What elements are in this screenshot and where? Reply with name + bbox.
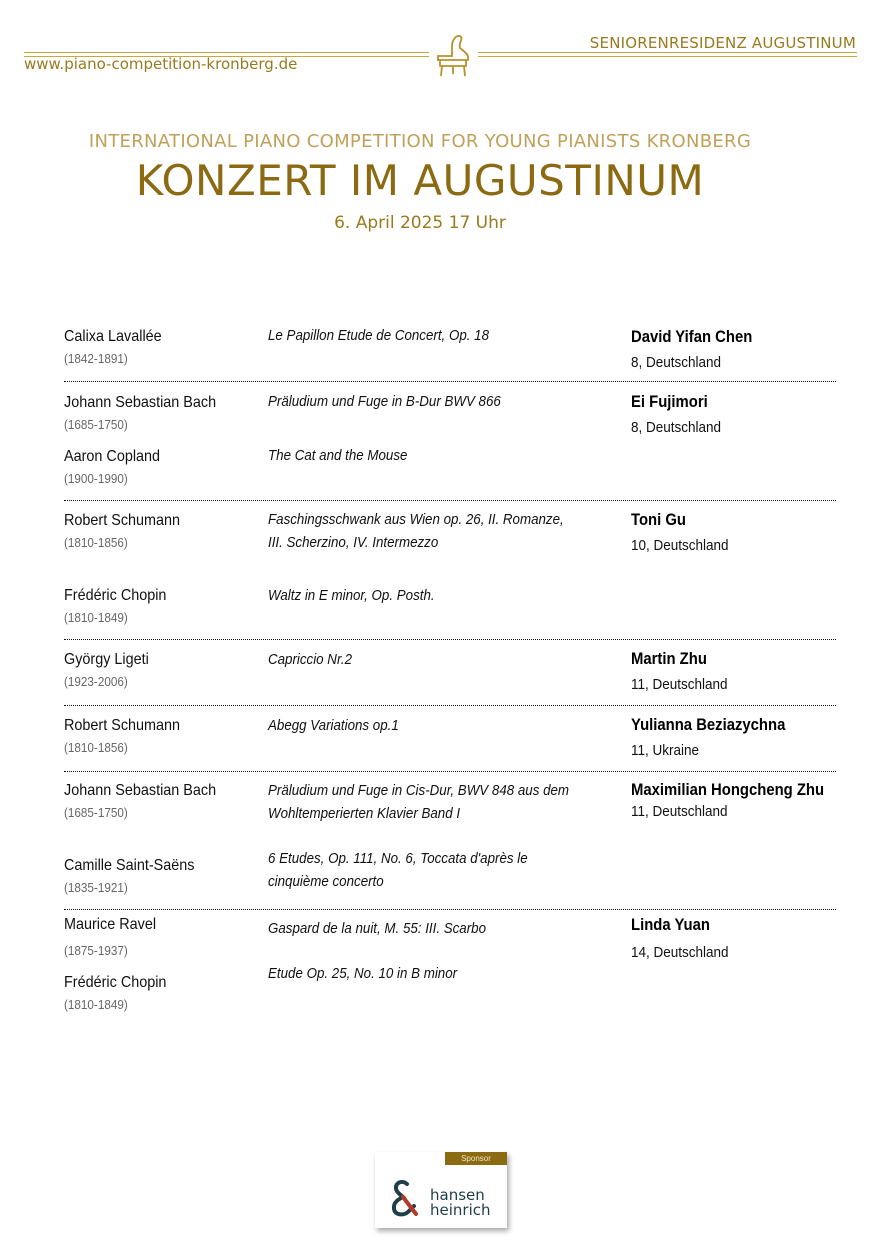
composer-entry: [64, 974, 178, 1012]
composer-entry: [64, 651, 158, 689]
program-block: [64, 706, 836, 772]
work-title: Le Papillon Etude de Concert, Op. 18: [268, 328, 490, 344]
performer-name: David Yifan Chen: [631, 328, 753, 346]
composer-lifespan: (1810-1856): [64, 535, 128, 550]
composer-lifespan: (1923-2006): [64, 674, 128, 689]
program-block: [64, 640, 836, 706]
performer-name: Toni Gu: [631, 511, 686, 529]
performer-info: 11, Ukraine: [631, 742, 700, 759]
work-title: Etude Op. 25, No. 10 in B minor: [268, 966, 458, 982]
composer-name: Maurice Ravel: [64, 916, 157, 933]
work-title: Präludium und Fuge in B-Dur BWV 866: [268, 394, 501, 410]
program-list: [64, 322, 836, 1020]
header-rule-right-bottom: [478, 56, 857, 57]
performer-name: Maximilian Hongcheng Zhu: [631, 781, 825, 799]
composer-entry: [64, 717, 193, 755]
work-title: Präludium und Fuge in Cis-Dur, BWV 848 aus dem Wohltemperierten Klavier Band I: [268, 783, 570, 822]
composer-entry: [64, 587, 178, 625]
composer-lifespan: (1685-1750): [64, 805, 128, 820]
composer-lifespan: (1875-1937): [64, 943, 128, 958]
composer-name: György Ligeti: [64, 651, 149, 668]
composer-entry: [64, 448, 171, 486]
composer-entry: [64, 512, 193, 550]
composer-name: Aaron Copland: [64, 448, 161, 465]
ampersand-logo-icon: [389, 1178, 419, 1218]
performer-info: 8, Deutschland: [631, 354, 722, 371]
composer-entry: [64, 916, 166, 958]
program-block: [64, 501, 836, 640]
composer-entry: [64, 782, 233, 820]
sponsor-tag: Sponsor: [445, 1152, 507, 1165]
composer-name: Calixa Lavallée: [64, 328, 162, 345]
header-rule-right-top: [478, 52, 857, 53]
work-title: 6 Etudes, Op. 111, No. 6, Toccata d'après le cinquième concerto: [268, 851, 528, 890]
work-title: Gaspard de la nuit, M. 55: III. Scarbo: [268, 921, 487, 937]
work-title: Capriccio Nr.2: [268, 652, 353, 668]
composer-name: Robert Schumann: [64, 512, 181, 529]
composer-name: Johann Sebastian Bach: [64, 782, 217, 799]
work-title: Faschingsschwank aus Wien op. 26, II. Romanze, III. Scherzino, IV. Intermezzo: [268, 512, 564, 551]
performer-name: Linda Yuan: [631, 916, 710, 934]
work-title: Abegg Variations op.1: [268, 718, 399, 734]
program-block: [64, 322, 836, 382]
composer-entry: [64, 394, 233, 432]
composer-lifespan: (1810-1849): [64, 610, 128, 625]
program-block: [64, 382, 836, 501]
event-date: 6. April 2025 17 Uhr: [334, 213, 506, 233]
venue-name: SENIORENRESIDENZ AUGUSTINUM: [589, 34, 856, 52]
work-title: Waltz in E minor, Op. Posth.: [268, 588, 435, 604]
event-subtitle: INTERNATIONAL PIANO COMPETITION FOR YOUNG PIANISTS KRONBERG: [88, 131, 752, 152]
grand-piano-icon: [430, 34, 476, 80]
performer-info: 10, Deutschland: [631, 537, 729, 554]
performer-info: 8, Deutschland: [631, 419, 722, 436]
sponsor-name-line2: heinrich: [430, 1201, 491, 1219]
composer-name: Robert Schumann: [64, 717, 181, 734]
composer-lifespan: (1842-1891): [64, 351, 128, 366]
website-url[interactable]: www.piano-competition-kronberg.de: [24, 55, 298, 73]
composer-lifespan: (1685-1750): [64, 417, 128, 432]
composer-lifespan: (1810-1856): [64, 740, 128, 755]
performer-name: Martin Zhu: [631, 650, 707, 668]
composer-entry: [64, 328, 173, 366]
performer-info: 11, Deutschland: [631, 803, 728, 820]
performer-info: 14, Deutschland: [631, 944, 729, 961]
performer-info: 11, Deutschland: [631, 676, 728, 693]
composer-name: Frédéric Chopin: [64, 587, 167, 604]
composer-lifespan: (1835-1921): [64, 880, 128, 895]
work-title: The Cat and the Mouse: [268, 448, 408, 464]
performer-name: Ei Fujimori: [631, 393, 708, 411]
program-block: [64, 772, 836, 910]
sponsor-name-line1: hansen: [430, 1186, 485, 1204]
sponsor-box: [375, 1152, 507, 1228]
composer-lifespan: (1900-1990): [64, 471, 128, 486]
header-rule-left-top: [24, 52, 429, 53]
event-title: KONZERT IM AUGUSTINUM: [135, 156, 705, 205]
composer-name: Johann Sebastian Bach: [64, 394, 217, 411]
composer-lifespan: (1810-1849): [64, 997, 128, 1012]
program-block: [64, 910, 836, 1020]
composer-name: Camille Saint-Saëns: [64, 857, 195, 874]
composer-name: Frédéric Chopin: [64, 974, 167, 991]
composer-entry: [64, 857, 209, 895]
performer-name: Yulianna Beziazychna: [631, 716, 786, 734]
